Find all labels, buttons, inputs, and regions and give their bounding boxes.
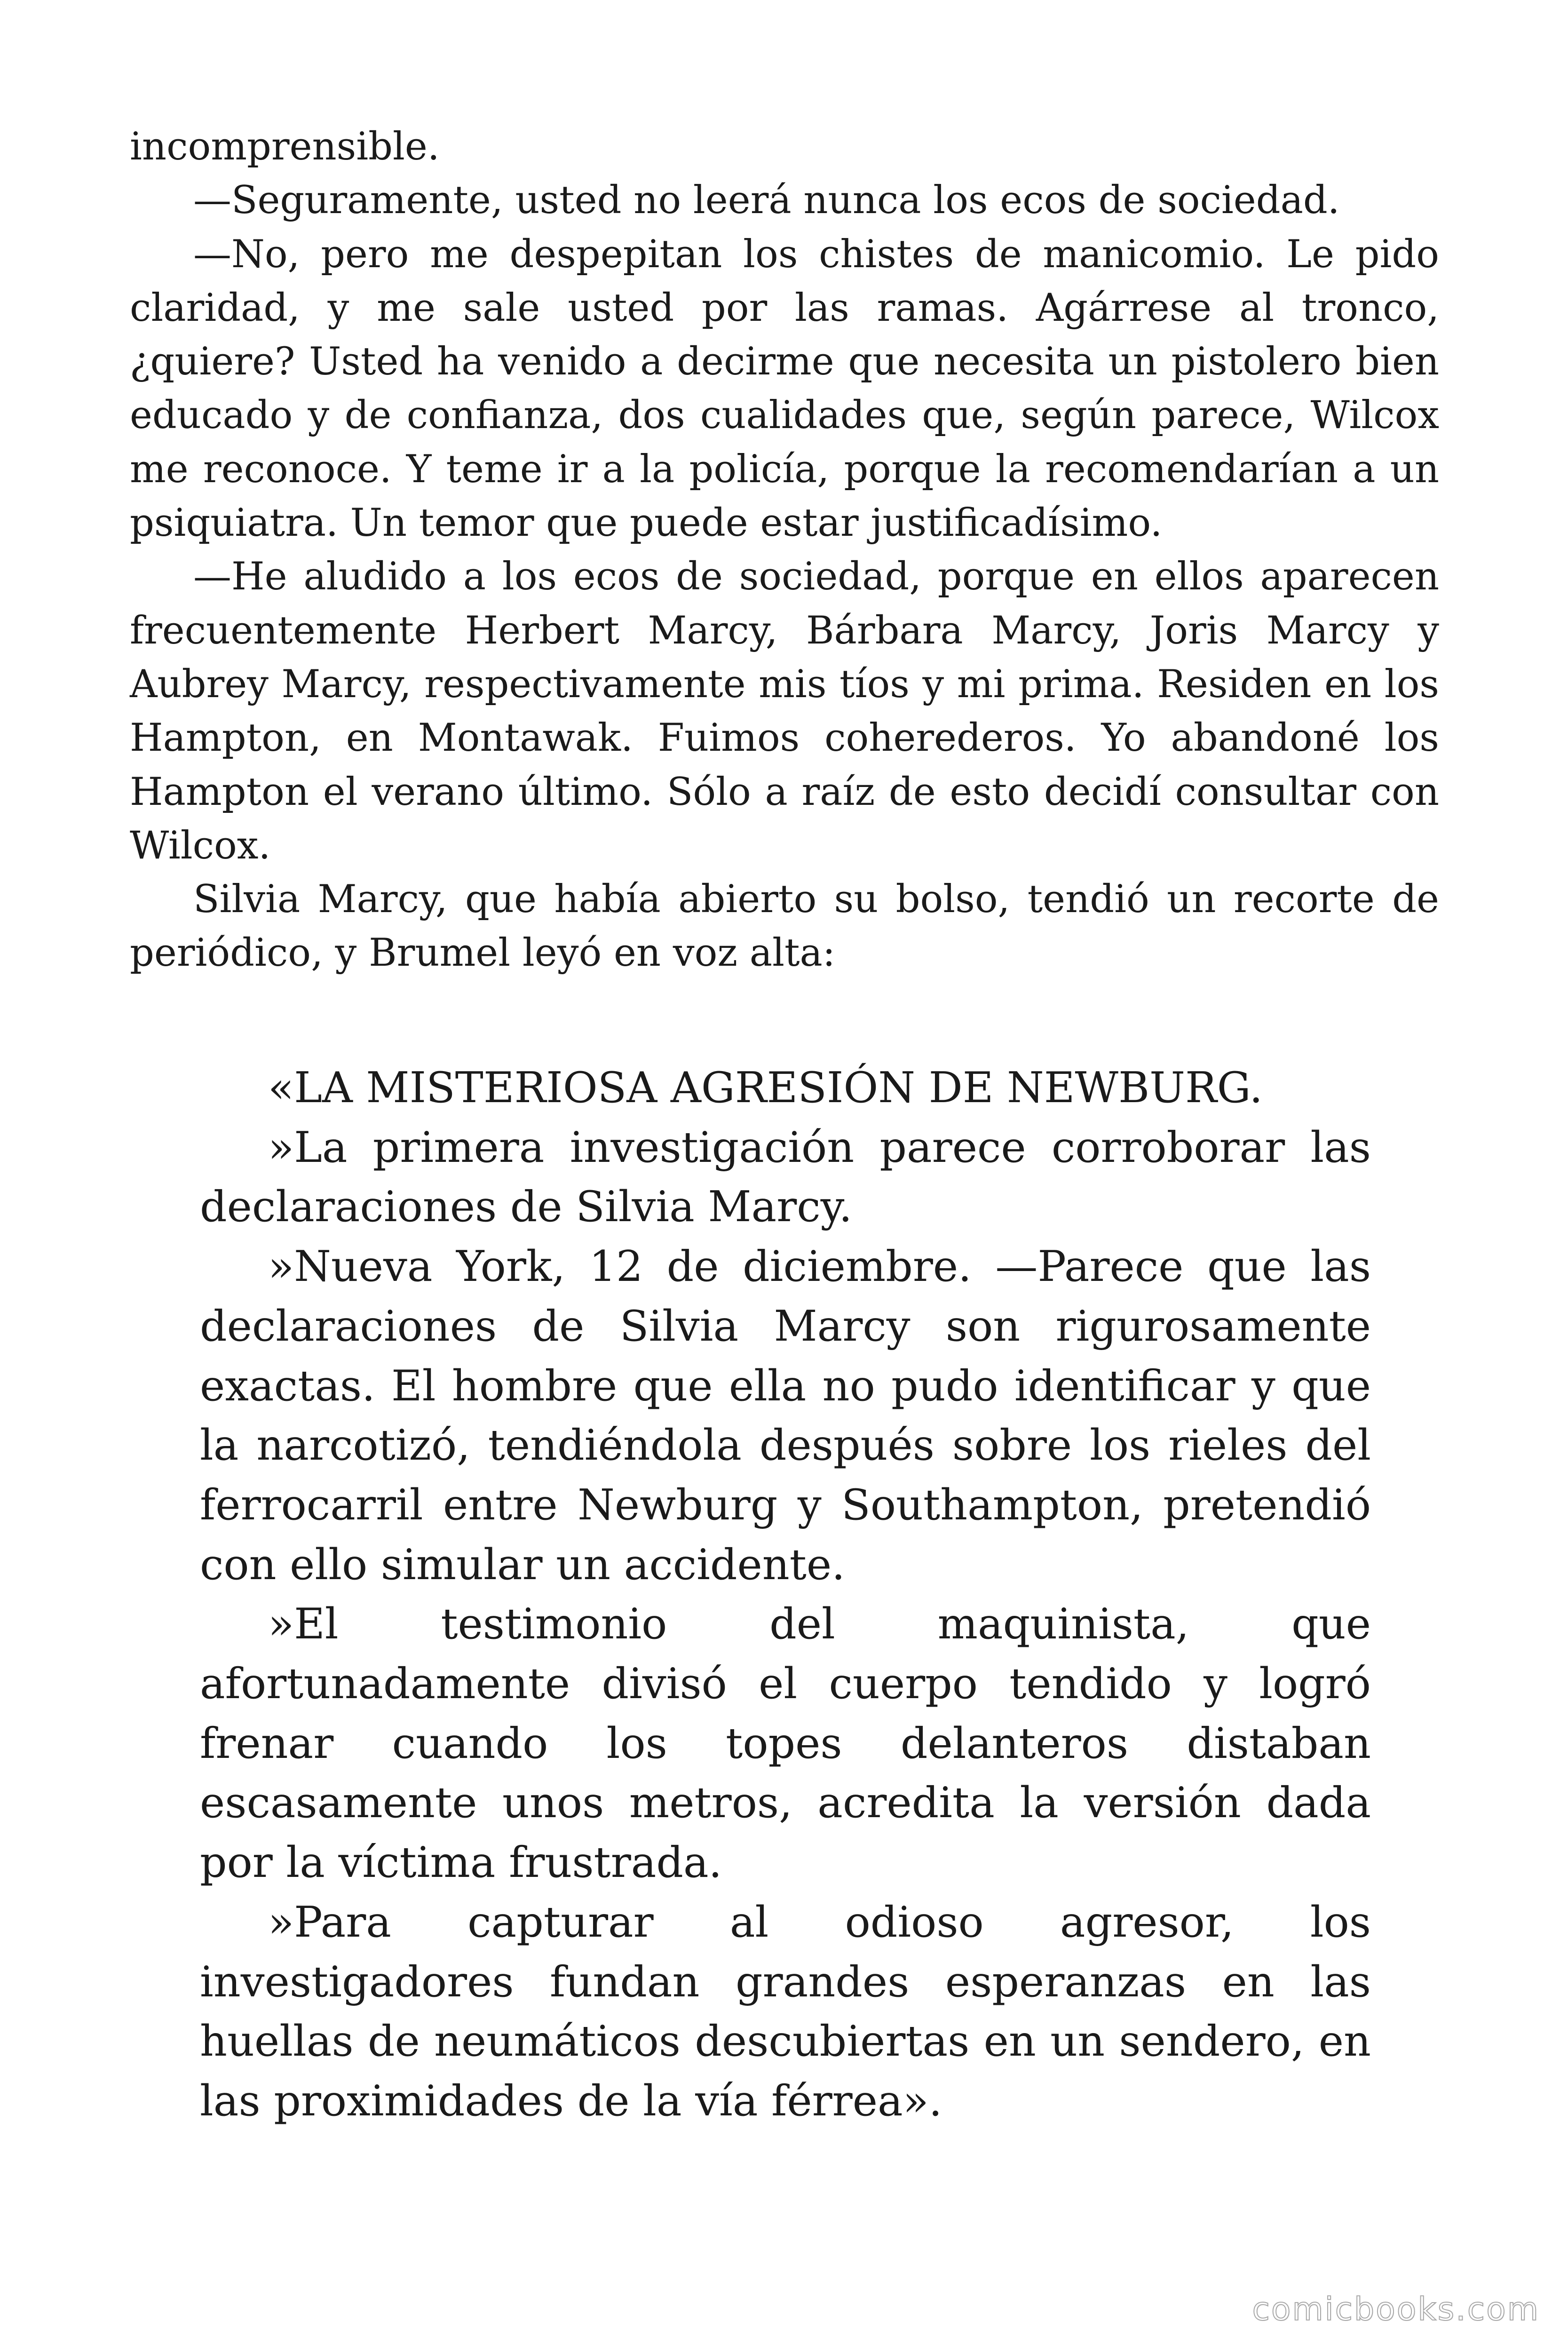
watermark: comicbooks.com [1252,2291,1540,2328]
paragraph-continuation: incomprensible. [130,125,440,169]
dialogue-paragraph: —He aludido a los ecos de sociedad, porque en ellos aparecen frecuentemente Herbert Marcy, Bárbara Marcy, Joris Marcy y Aubrey Marcy, respectivamente mis tíos y mi prima. Residen en los Hampton, en Montawak. Fuimos coherederos. Yo abandoné los Hampton el verano último. Sólo a raíz de esto decidí consultar con Wilcox. [130,555,1439,868]
dialogue-paragraph: —No, pero me despepitan los chistes de manicomio. Le pido claridad, y me sale usted por las ramas. Agárrese al tronco, ¿quiere? Usted ha venido a decirme que necesita un pistolero bien educado y de confianza, dos cualidades que, según parece, Wilcox me reconoce. Y teme ir a la policía, porque la recomendarían a un psiquiatra. Un temor que puede estar justificadísimo. [130,232,1439,546]
newspaper-clipping [200,1058,1371,2131]
clipping-heading: «LA MISTERIOSA AGRESIÓN DE NEWBURG. [268,1063,1263,1112]
clipping-paragraph: »Para capturar al odioso agresor, los investigadores fundan grandes esperanzas en las huellas de neumáticos descubiertas en un sendero, en las proximidades de la vía férrea». [200,1897,1371,2126]
clipping-paragraph: »La primera investigación parece corroborar las declaraciones de Silvia Marcy. [200,1122,1371,1232]
dialogue-paragraph: —Seguramente, usted no leerá nunca los ecos de sociedad. [193,178,1340,223]
clipping-paragraph: »Nueva York, 12 de diciembre. —Parece que las declaraciones de Silvia Marcy son rigurosamente exactas. El hombre que ella no pudo identificar y que la narcotizó, tendiéndola después sobre los rieles del ferrocarril entre Newburg y Southampton, pretendió con ello simular un accidente. [200,1242,1371,1589]
narrative-paragraph: Silvia Marcy, que había abierto su bolso, tendió un recorte de periódico, y Brumel leyó en voz alta: [130,877,1439,976]
body-text [130,120,1439,980]
clipping-paragraph: »El testimonio del maquinista, que afortunadamente divisó el cuerpo tendido y logró frenar cuando los topes delanteros distaban escasamente unos metros, acredita la versión dada por la víctima frustrada. [200,1599,1371,1888]
